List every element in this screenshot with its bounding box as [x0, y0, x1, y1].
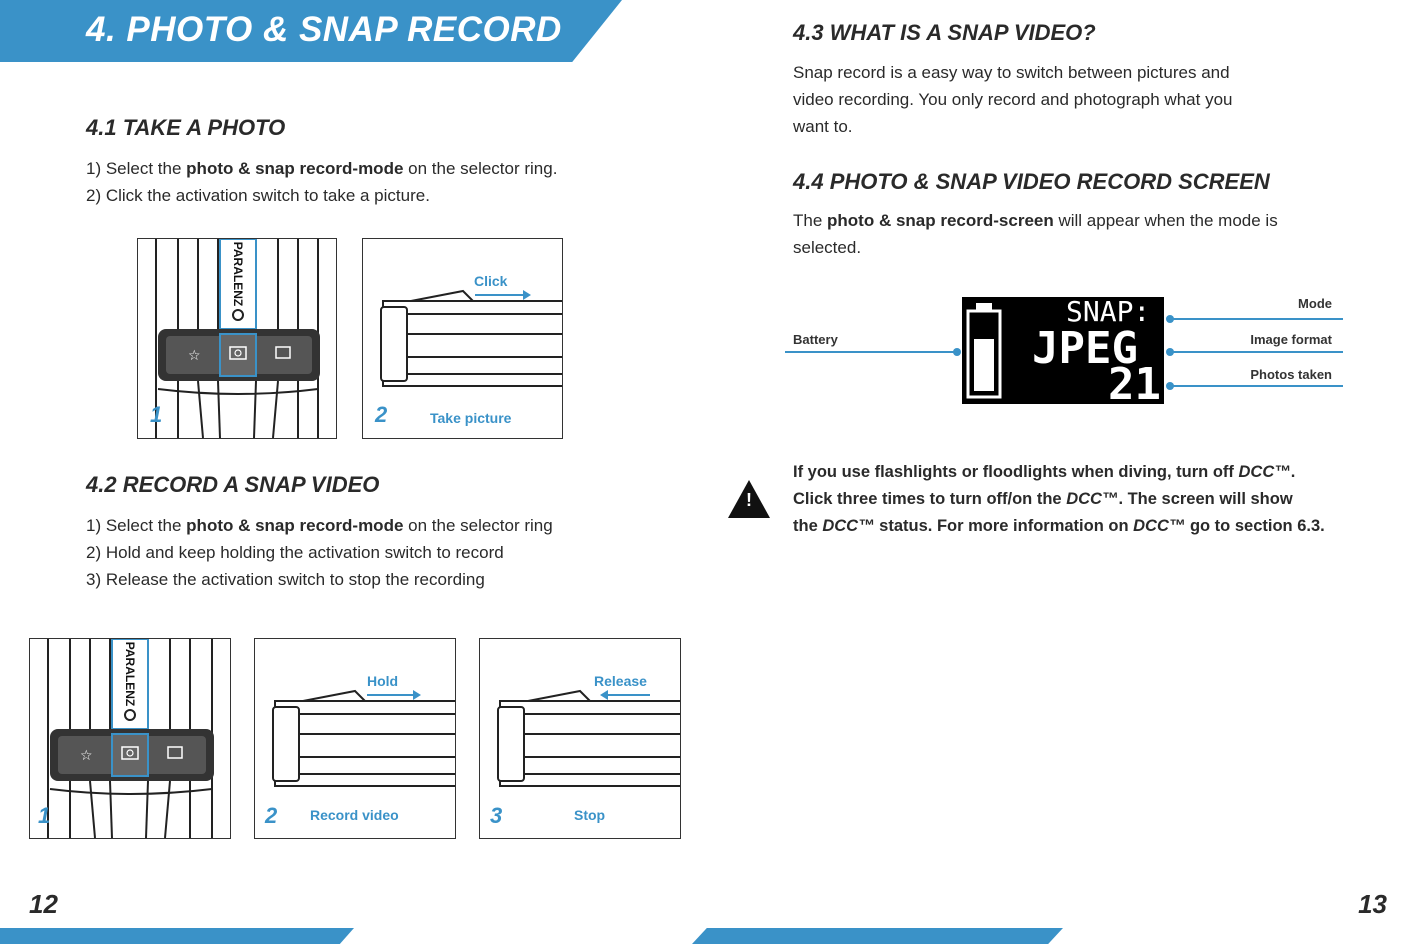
brand-label: PARALENZ	[231, 241, 246, 307]
brand-label-wrap	[220, 239, 256, 309]
record-video-label: Record video	[310, 807, 399, 823]
section-4-2-step-3: 3) Release the activation switch to stop the recording	[86, 570, 485, 589]
section-4-3-line-2: video recording. You only record and photograph what you	[793, 90, 1233, 109]
warning-line-3: the DCC™ status. For more information on DCC™ go to section 6.3.	[793, 517, 1325, 535]
camera-side-view-icon	[363, 239, 562, 438]
camera-release-illustration	[479, 638, 681, 839]
section-4-2-step-1: 1) Select the photo & snap record-mode on the selector ring	[86, 516, 553, 535]
camera-hold-illustration	[254, 638, 456, 839]
section-4-2-step-2: 2) Hold and keep holding the activation switch to record	[86, 543, 504, 562]
warning-line-1: If you use flashlights or floodlights when diving, turn off DCC™.	[793, 463, 1296, 481]
camera-selector-illustration-2	[29, 638, 231, 839]
screen-format-text: JPEG	[1032, 323, 1138, 374]
section-4-1-title: 4.1 TAKE A PHOTO	[86, 115, 286, 140]
section-4-1-step-2: 2) Click the activation switch to take a picture.	[86, 186, 430, 205]
section-4-3-line-3: want to.	[793, 117, 853, 136]
step-number-2: 2	[375, 402, 388, 427]
mode-label: Mode	[1298, 296, 1332, 311]
battery-label: Battery	[793, 332, 838, 347]
footer-bar-center	[692, 928, 1063, 944]
warning-text	[793, 459, 1393, 540]
step-number-2: 2	[265, 803, 278, 828]
section-4-3-title: 4.3 WHAT IS A SNAP VIDEO?	[793, 20, 1096, 45]
page-number-left: 12	[29, 889, 58, 919]
section-4-2-title: 4.2 RECORD A SNAP VIDEO	[86, 472, 380, 497]
step-number-1: 1	[150, 402, 163, 427]
brand-label-wrap	[112, 639, 148, 709]
footer-bar-left	[0, 928, 354, 944]
hold-label: Hold	[367, 673, 399, 689]
step-number-3: 3	[490, 803, 503, 828]
take-picture-label: Take picture	[430, 410, 512, 426]
camera-selector-illustration	[137, 238, 337, 439]
section-4-4-line-2: selected.	[793, 238, 862, 257]
page-number-right: 13	[1358, 889, 1387, 919]
section-4-3-line-1: Snap record is a easy way to switch between pictures and	[793, 63, 1230, 82]
release-label: Release	[594, 673, 647, 689]
svg-text:☆: ☆	[80, 748, 93, 764]
camera-click-illustration	[362, 238, 563, 439]
screen-mode-text: SNAP:	[1066, 295, 1151, 328]
step-number-1: 1	[38, 803, 51, 828]
click-label: Click	[474, 273, 508, 289]
chapter-title: 4. PHOTO & SNAP RECORD	[86, 10, 562, 49]
photos-taken-label: Photos taken	[1250, 367, 1332, 382]
svg-text:☆: ☆	[188, 348, 201, 364]
section-4-4-title: 4.4 PHOTO & SNAP VIDEO RECORD SCREEN	[793, 169, 1270, 194]
screen-count-text: 21	[1108, 359, 1161, 410]
warning-icon-mark: !	[746, 490, 752, 510]
stop-label: Stop	[574, 807, 606, 823]
warning-line-2: Click three times to turn off/on the DCC™. The screen will show	[793, 490, 1293, 508]
brand-label: PARALENZ	[123, 641, 138, 707]
section-4-1-step-1: 1) Select the photo & snap record-mode on the selector ring.	[86, 159, 558, 178]
section-4-4-line-1: The photo & snap record-screen will appear when the mode is	[793, 211, 1278, 230]
image-format-label: Image format	[1250, 332, 1332, 347]
